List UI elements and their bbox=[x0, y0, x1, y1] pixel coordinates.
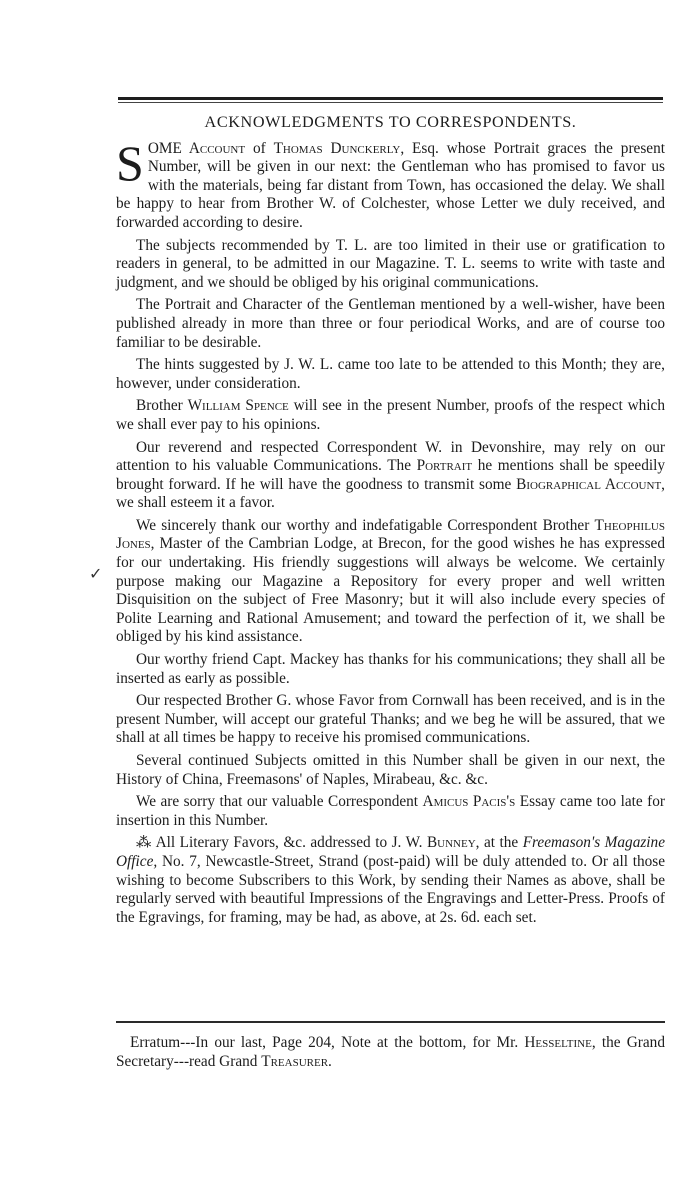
paragraph-2: The subjects recommended by T. L. are too limited in their use or gratification to readers in general, to be admitted in our Magazine. T. L. seems to write with taste and judgment, and we should be obliged by his original communications. bbox=[116, 236, 665, 291]
paragraph-1: SOME Account of Thomas Dunckerly, Esq. whose Portrait graces the present Number, will be given in our next: the Gentleman who has promised to favor us with the materials, being far distant from Town, has occasioned the delay. We shall be happy to hear from Brother W. of Colchester, whose Letter we duly received, and forwarded according to desire. bbox=[116, 134, 665, 231]
erratum-note: Erratum---In our last, Page 204, Note at the bottom, for Mr. Hesseltine, the Grand Secretary---read Grand Treasurer. bbox=[116, 1034, 665, 1070]
handwritten-check-icon: ✓ bbox=[89, 564, 103, 583]
paragraph-6: Our reverend and respected Correspondent W. in Devonshire, may rely on our attention to his valuable Communications. The Portrait he mentions shall be speedily brought forward. If he will have the goodness to transmit some Biographical Account, we shall esteem it a favor. bbox=[116, 438, 666, 512]
drop-cap: S bbox=[116, 134, 144, 191]
paragraph-7: We sincerely thank our worthy and indefatigable Correspondent Brother Theophilus Jones, Master of the Cambrian Lodge, at Brecon, for the good wishes he has expressed for our undertaking. His friendly suggestions will always be welcome. We certainly purpose making our Magazine a Repository for every proper and well written Disquisition on the subject of Free Masonry; but it will also include every species of Polite Learning and Rational Amusement; and toward the perfection of it, we shall be obliged by his kind assistance. bbox=[116, 516, 665, 646]
page-title: ACKNOWLEDGMENTS TO CORRESPONDENTS. bbox=[204, 113, 577, 131]
paragraph-4: The hints suggested by J. W. L. came too late to be attended to this Month; they are, however, under consideration. bbox=[116, 356, 665, 392]
paragraph-9: Our respected Brother G. whose Favor from Cornwall has been received, and is in the present Number, will accept our grateful Thanks; and we beg he will be assured, that we shall at all times be happy to receive his promised communications. bbox=[116, 692, 665, 747]
top-rule bbox=[118, 97, 663, 100]
paragraph-10: Several continued Subjects omitted in this Number shall be given in our next, the History of China, Freemasons' of Naples, Mirabeau, &c. &c. bbox=[116, 752, 665, 788]
bottom-rule bbox=[116, 1021, 665, 1023]
paragraph-11: We are sorry that our valuable Correspondent Amicus Pacis's Essay came too late for insertion in this Number. bbox=[116, 793, 666, 829]
paragraph-12: ⁂ All Literary Favors, &c. addressed to J. W. Bunney, at the Freemason's Magazine Office, No. 7, Newcastle-Street, Strand (post-paid) will be duly attended to. Or all those wishing to become Subscribers to this Work, by sending their Names as above, shall be regularly served with beautiful Impressions of the Engravings and Letter-Press. Proofs of the Egravings, for framing, may be had, as above, at 2s. 6d. each set. bbox=[116, 834, 665, 926]
asterism-icon: ⁂ bbox=[136, 834, 152, 852]
paragraph-8: Our worthy friend Capt. Mackey has thanks for his communications; they shall all be inserted as early as possible. bbox=[116, 651, 665, 687]
paragraph-5: Brother William Spence will see in the present Number, proofs of the respect which we shall ever pay to his opinions. bbox=[116, 397, 665, 433]
paragraph-3: The Portrait and Character of the Gentleman mentioned by a well-wisher, have been published already in more than three or four periodical Works, and are of course too familiar to be desirable. bbox=[116, 296, 665, 351]
article-body bbox=[116, 113, 665, 931]
